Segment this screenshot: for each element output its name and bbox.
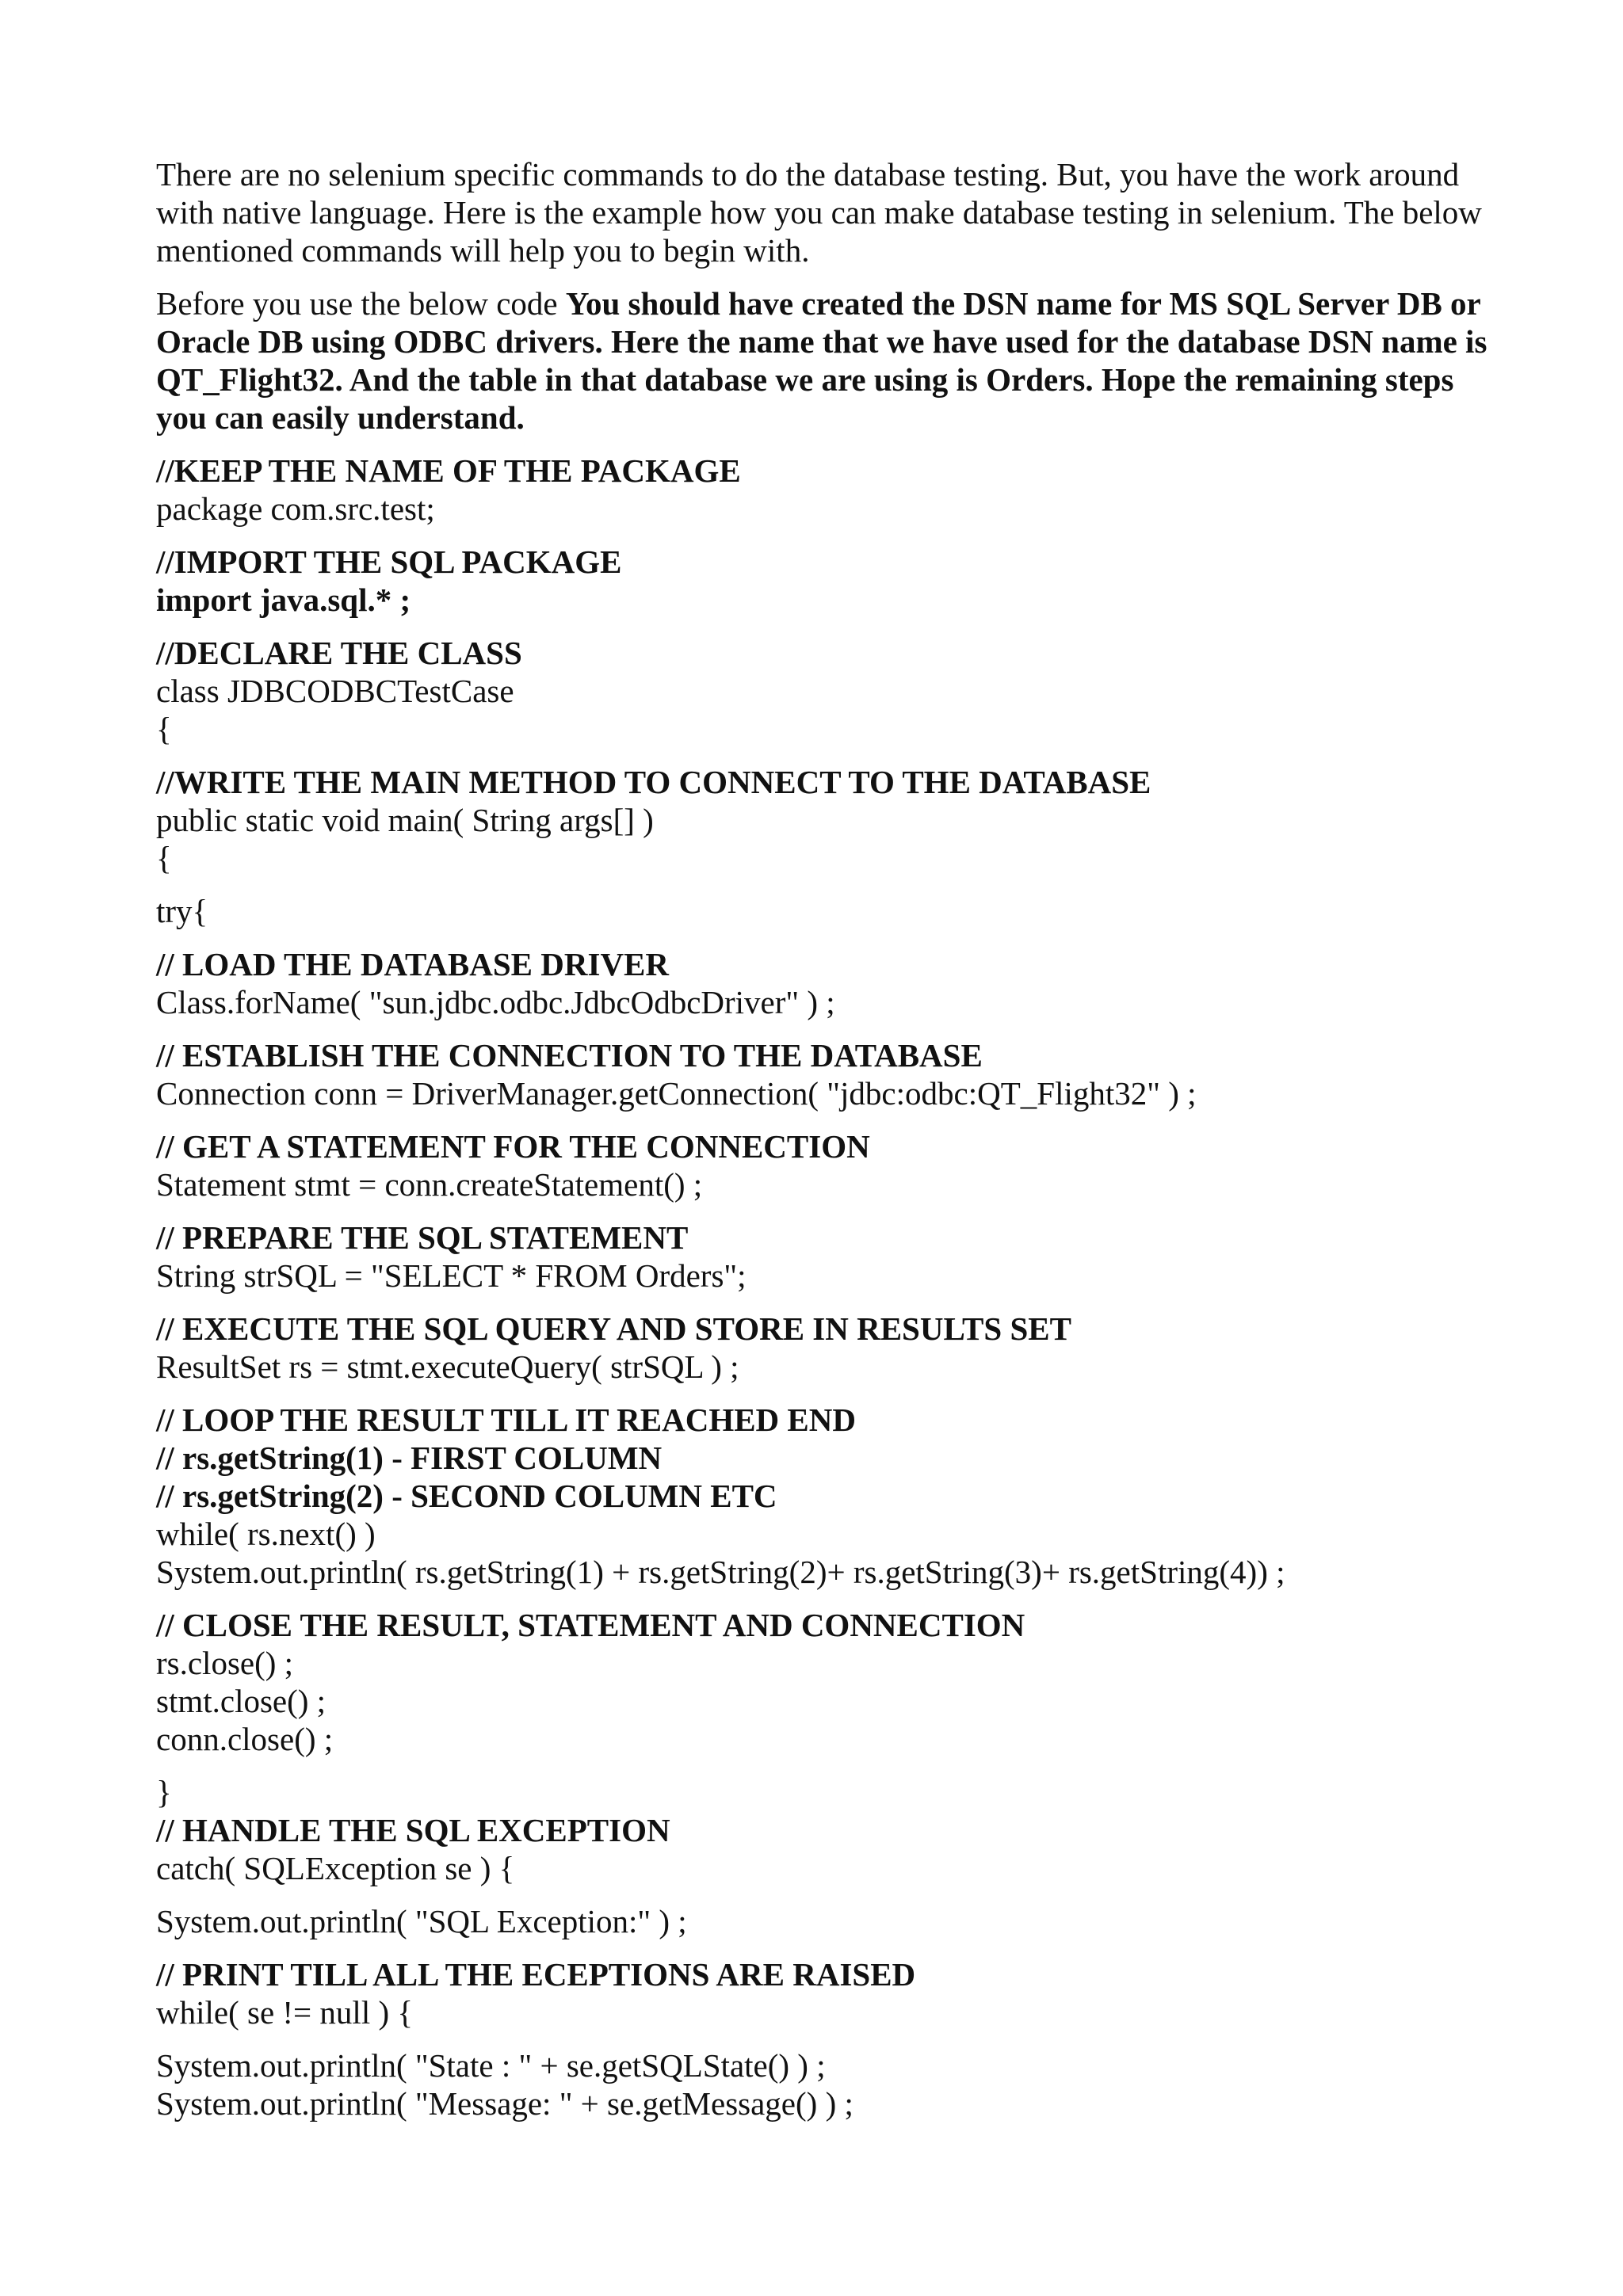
code-line: while( rs.next() ): [156, 1516, 376, 1552]
code-paragraph: [156, 1127, 1487, 1203]
code-paragraph: [156, 2046, 1487, 2122]
code-line: String strSQL = "SELECT * FROM Orders";: [156, 1257, 747, 1294]
prerequisite-bold-text: You should have created the DSN name for MS SQL Server DB or Oracle DB using ODBC drivers. Here the name that we have used for the database DSN name is QT_Flight32. And the table in that database we are using is Orders. Hope the remaining steps you can easily understand.: [156, 285, 1495, 436]
code-line: Class.forName( "sun.jdbc.odbc.JdbcOdbcDriver" ) ;: [156, 984, 835, 1020]
code-paragraph: [156, 1773, 1487, 1887]
code-listing: [156, 452, 1487, 2122]
code-line: }: [156, 1774, 172, 1810]
code-comment-line: // ESTABLISH THE CONNECTION TO THE DATABASE: [156, 1037, 983, 1074]
code-line: {: [156, 840, 172, 876]
code-line: rs.close() ;: [156, 1645, 294, 1681]
code-comment-line: //WRITE THE MAIN METHOD TO CONNECT TO THE DATABASE: [156, 764, 1151, 800]
code-paragraph: [156, 1036, 1487, 1112]
code-paragraph: [156, 452, 1487, 528]
code-line: System.out.println( "SQL Exception:" ) ;: [156, 1903, 687, 1939]
code-comment-line: //IMPORT THE SQL PACKAGE: [156, 543, 622, 580]
code-line: conn.close() ;: [156, 1721, 334, 1757]
code-comment-line: // CLOSE THE RESULT, STATEMENT AND CONNECTION: [156, 1607, 1025, 1643]
code-paragraph: [156, 634, 1487, 748]
code-paragraph: [156, 543, 1487, 619]
code-line: catch( SQLException se ) {: [156, 1850, 515, 1886]
code-line: System.out.println( "Message: " + se.getMessage() ) ;: [156, 2085, 854, 2122]
code-line: class JDBCODBCTestCase: [156, 673, 514, 709]
code-paragraph: [156, 892, 1487, 930]
code-comment-line: import java.sql.* ;: [156, 582, 411, 618]
prerequisite-lead: Before you use the below code: [156, 285, 566, 322]
code-comment-line: // rs.getString(2) - SECOND COLUMN ETC: [156, 1478, 777, 1514]
code-comment-line: // LOOP THE RESULT TILL IT REACHED END: [156, 1402, 856, 1438]
code-line: public static void main( String args[] ): [156, 802, 654, 838]
intro-paragraph: There are no selenium specific commands to do the database testing. But, you have the work around with native language. Here is the example how you can make database testing in selenium. The below mentioned commands will help you to begin with.: [156, 156, 1491, 269]
code-paragraph: [156, 1310, 1487, 1386]
code-paragraph: [156, 1401, 1487, 1591]
code-comment-line: // HANDLE THE SQL EXCEPTION: [156, 1812, 670, 1848]
document-body: [156, 155, 1495, 2138]
code-line: ResultSet rs = stmt.executeQuery( strSQL ) ;: [156, 1348, 739, 1385]
code-comment-line: // GET A STATEMENT FOR THE CONNECTION: [156, 1128, 870, 1165]
code-paragraph: [156, 763, 1487, 877]
code-line: System.out.println( rs.getString(1) + rs.getString(2)+ rs.getString(3)+ rs.getString(4)) ;: [156, 1554, 1285, 1590]
code-paragraph: [156, 1902, 1487, 1940]
code-paragraph: [156, 1606, 1487, 1758]
code-paragraph: [156, 945, 1487, 1021]
code-comment-line: // LOAD THE DATABASE DRIVER: [156, 946, 670, 982]
prerequisite-paragraph: [156, 284, 1495, 437]
code-line: while( se != null ) {: [156, 1994, 414, 2031]
code-line: stmt.close() ;: [156, 1683, 327, 1719]
code-comment-line: //DECLARE THE CLASS: [156, 635, 522, 671]
code-line: Connection conn = DriverManager.getConnection( "jdbc:odbc:QT_Flight32" ) ;: [156, 1075, 1197, 1112]
code-comment-line: // EXECUTE THE SQL QUERY AND STORE IN RESULTS SET: [156, 1310, 1071, 1347]
code-comment-line: // rs.getString(1) - FIRST COLUMN: [156, 1440, 663, 1476]
code-paragraph: [156, 1955, 1487, 2031]
code-line: System.out.println( "State : " + se.getSQLState() ) ;: [156, 2047, 826, 2084]
code-line: package com.src.test;: [156, 490, 435, 527]
code-comment-line: // PRINT TILL ALL THE ECEPTIONS ARE RAISED: [156, 1956, 916, 1993]
code-line: Statement stmt = conn.createStatement() ;: [156, 1166, 703, 1203]
code-line: {: [156, 711, 172, 747]
code-line: try{: [156, 893, 208, 929]
code-paragraph: [156, 1219, 1487, 1295]
code-comment-line: //KEEP THE NAME OF THE PACKAGE: [156, 452, 741, 489]
code-comment-line: // PREPARE THE SQL STATEMENT: [156, 1219, 689, 1256]
